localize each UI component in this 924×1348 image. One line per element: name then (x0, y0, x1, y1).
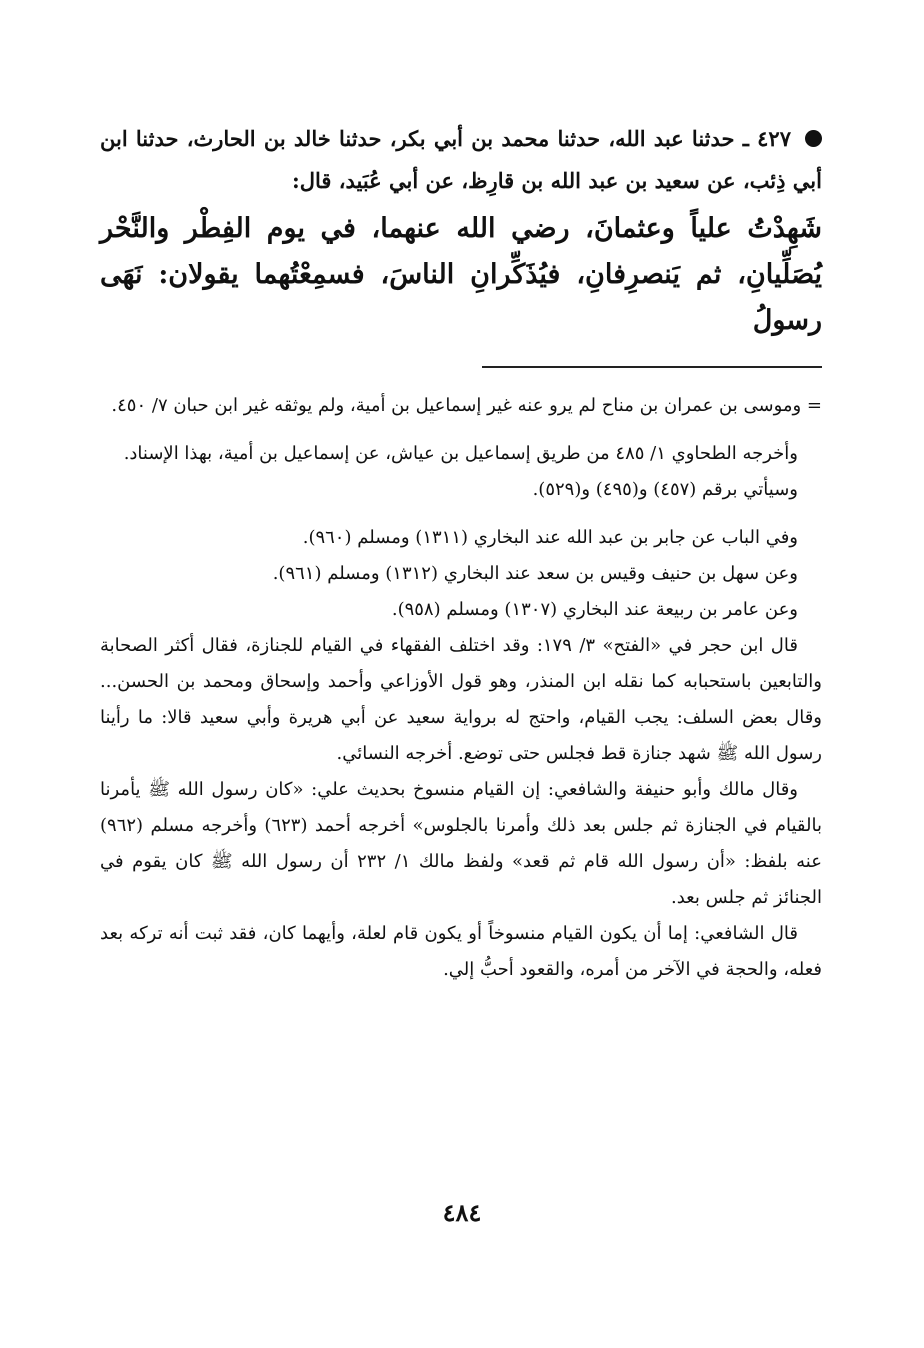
footnote-paragraph: = وموسى بن عمران بن مناح لم يرو عنه غير إسماعيل بن أمية، ولم يوثقه غير ابن حبان ٧/ ٤٥٠. (111, 395, 822, 416)
hadith-isnad (100, 118, 822, 202)
footnote-paragraph: قال الشافعي: إما أن يكون القيام منسوخاً أو يكون قام لعلة، وأيهما كان، فقد ثبت أنه تركه بعد فعله، والحجة في الآخر من أمره، والقعود أحبُّ إلي. (100, 923, 822, 980)
footnote-paragraph: وقال مالك وأبو حنيفة والشافعي: إن القيام منسوخ بحديث علي: «كان رسول الله ﷺ يأمرنا بالقيام في الجنازة ثم جلس بعد ذلك وأمرنا بالجلوس» أخرجه أحمد (٦٢٣) وأخرجه مسلم (٩٦٢) عنه بلفظ: «أن رسول الله قام ثم قعد» ولفظ مالك ١/ ٢٣٢ أن رسول الله ﷺ كان يقوم في الجنائز ثم جلس بعد. (100, 779, 822, 908)
bullet-icon (805, 130, 822, 147)
page-number: ٤٨٤ (442, 1198, 482, 1227)
footnote-paragraph: وسيأتي برقم (٤٥٧) و(٤٩٥) و(٥٢٩). (532, 479, 798, 500)
footnote-paragraph: وعن سهل بن حنيف وقيس بن سعد عند البخاري (١٣١٢) ومسلم (٩٦١). (272, 563, 798, 584)
hadith-isnad-text: ٤٢٧ ـ حدثنا عبد الله، حدثنا محمد بن أبي بكر، حدثنا خالد بن الحارث، حدثنا ابن أبي ذِئب، عن سعيد بن عبد الله بن قارِظ، عن أبي عُبَيد، قال: (100, 126, 822, 193)
hadith-matn: شَهِدْتُ علياً وعثمانَ، رضي الله عنهما، في يوم الفِطْر والنَّحْر يُصَلِّيانِ، ثم يَنصرِفانِ، فيُذَكِّرانِ الناسَ، فسمِعْتُهما يقولان: نَهَى رسولُ (100, 213, 822, 336)
footnote-paragraph: وعن عامر بن ربيعة عند البخاري (١٣٠٧) ومسلم (٩٥٨). (391, 599, 798, 620)
footnote-separator (482, 366, 822, 368)
footnote-paragraph: وأخرجه الطحاوي ١/ ٤٨٥ من طريق إسماعيل بن عياش، عن إسماعيل بن أمية، بهذا الإسناد. (123, 443, 798, 464)
page-body (100, 118, 822, 988)
footnote-paragraph: وفي الباب عن جابر بن عبد الله عند البخاري (١٣١١) ومسلم (٩٦٠). (302, 527, 798, 548)
footnote-paragraph: قال ابن حجر في «الفتح» ٣/ ١٧٩: وقد اختلف الفقهاء في القيام للجنازة، فقال أكثر الصحابة والتابعين باستحبابه كما نقله ابن المنذر، وهو قول الأوزاعي وأحمد وإسحاق ومحمد بن الحسن... وقال بعض السلف: يجب القيام، واحتج له برواية سعيد عن أبي هريرة وأبي سعيد قالا: ما رأينا رسول الله ﷺ شهد جنازة قط فجلس حتى توضع. أخرجه النسائي. (100, 635, 822, 764)
